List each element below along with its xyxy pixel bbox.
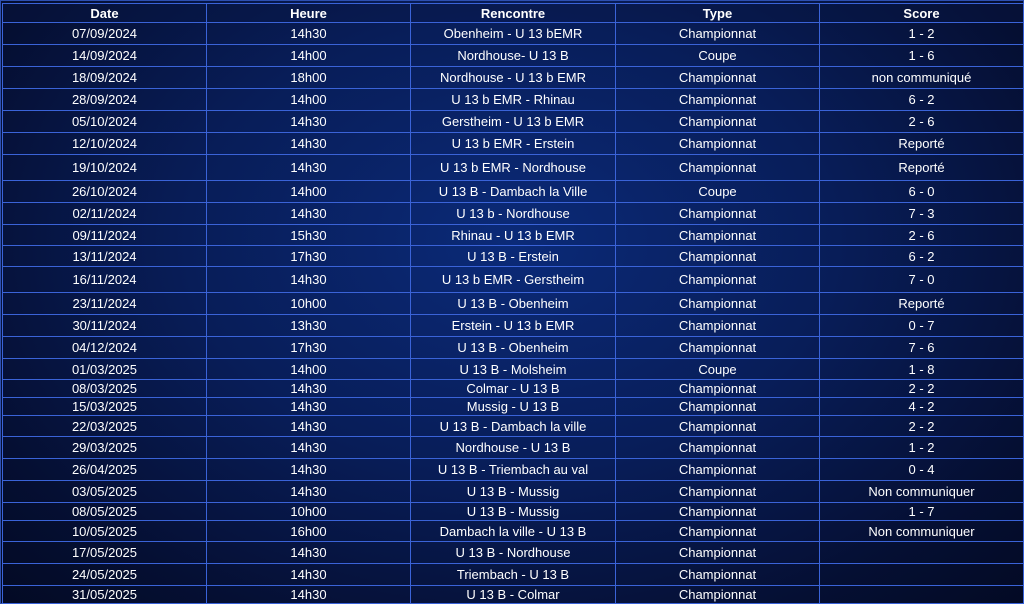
cell-type: Championnat xyxy=(616,89,820,111)
cell-type: Championnat xyxy=(616,337,820,359)
cell-type: Championnat xyxy=(616,564,820,586)
cell-date: 26/04/2025 xyxy=(3,459,207,481)
table-row xyxy=(3,437,1024,459)
cell-score: 2 - 6 xyxy=(820,225,1024,246)
cell-type: Championnat xyxy=(616,23,820,45)
table-row xyxy=(3,203,1024,225)
table-row xyxy=(3,359,1024,380)
cell-type: Championnat xyxy=(616,542,820,564)
table-row xyxy=(3,315,1024,337)
cell-date: 09/11/2024 xyxy=(3,225,207,246)
cell-rencontre: Dambach la ville - U 13 B xyxy=(411,521,616,542)
cell-score: Reporté xyxy=(820,155,1024,181)
cell-rencontre: Rhinau - U 13 b EMR xyxy=(411,225,616,246)
cell-date: 01/03/2025 xyxy=(3,359,207,380)
cell-rencontre: U 13 b EMR - Rhinau xyxy=(411,89,616,111)
cell-type: Championnat xyxy=(616,133,820,155)
cell-type: Championnat xyxy=(616,503,820,521)
cell-heure: 14h30 xyxy=(207,380,411,398)
cell-rencontre: Nordhouse - U 13 b EMR xyxy=(411,67,616,89)
table-row xyxy=(3,481,1024,503)
table-row xyxy=(3,111,1024,133)
cell-heure: 14h30 xyxy=(207,564,411,586)
cell-score: Reporté xyxy=(820,293,1024,315)
table-row xyxy=(3,89,1024,111)
cell-date: 28/09/2024 xyxy=(3,89,207,111)
cell-rencontre: Obenheim - U 13 bEMR xyxy=(411,23,616,45)
table-row xyxy=(3,133,1024,155)
cell-heure: 14h30 xyxy=(207,481,411,503)
cell-score: 7 - 3 xyxy=(820,203,1024,225)
cell-date: 15/03/2025 xyxy=(3,398,207,416)
cell-rencontre: U 13 B - Mussig xyxy=(411,481,616,503)
cell-score: 1 - 2 xyxy=(820,23,1024,45)
cell-heure: 14h30 xyxy=(207,267,411,293)
table-header-row xyxy=(3,4,1024,23)
cell-heure: 14h00 xyxy=(207,359,411,380)
cell-rencontre: Nordhouse- U 13 B xyxy=(411,45,616,67)
table-row xyxy=(3,23,1024,45)
cell-date: 19/10/2024 xyxy=(3,155,207,181)
table-row xyxy=(3,337,1024,359)
cell-date: 26/10/2024 xyxy=(3,181,207,203)
cell-heure: 14h00 xyxy=(207,45,411,67)
cell-rencontre: U 13 B - Obenheim xyxy=(411,293,616,315)
cell-score: 6 - 0 xyxy=(820,181,1024,203)
match-schedule-table xyxy=(2,3,1024,604)
cell-type: Coupe xyxy=(616,359,820,380)
cell-score: 1 - 7 xyxy=(820,503,1024,521)
cell-date: 10/05/2025 xyxy=(3,521,207,542)
table-row xyxy=(3,398,1024,416)
cell-score: 0 - 4 xyxy=(820,459,1024,481)
table-row xyxy=(3,181,1024,203)
cell-heure: 15h30 xyxy=(207,225,411,246)
cell-score: 1 - 6 xyxy=(820,45,1024,67)
cell-type: Championnat xyxy=(616,380,820,398)
cell-rencontre: U 13 B - Dambach la ville xyxy=(411,416,616,437)
table-row xyxy=(3,267,1024,293)
cell-score: 4 - 2 xyxy=(820,398,1024,416)
cell-date: 24/05/2025 xyxy=(3,564,207,586)
cell-rencontre: Erstein - U 13 b EMR xyxy=(411,315,616,337)
cell-rencontre: U 13 b EMR - Nordhouse xyxy=(411,155,616,181)
cell-heure: 14h30 xyxy=(207,416,411,437)
header-date: Date xyxy=(3,4,207,23)
cell-type: Championnat xyxy=(616,521,820,542)
cell-type: Championnat xyxy=(616,315,820,337)
cell-rencontre: U 13 b EMR - Erstein xyxy=(411,133,616,155)
table-row xyxy=(3,225,1024,246)
cell-rencontre: U 13 b - Nordhouse xyxy=(411,203,616,225)
cell-date: 02/11/2024 xyxy=(3,203,207,225)
cell-type: Championnat xyxy=(616,203,820,225)
cell-score: 1 - 2 xyxy=(820,437,1024,459)
header-rencontre: Rencontre xyxy=(411,4,616,23)
table-row xyxy=(3,293,1024,315)
cell-type: Championnat xyxy=(616,111,820,133)
table-body xyxy=(3,23,1024,604)
cell-rencontre: Gerstheim - U 13 b EMR xyxy=(411,111,616,133)
table-row xyxy=(3,564,1024,586)
cell-type: Championnat xyxy=(616,293,820,315)
cell-rencontre: U 13 B - Molsheim xyxy=(411,359,616,380)
cell-score: 7 - 6 xyxy=(820,337,1024,359)
header-type: Type xyxy=(616,4,820,23)
cell-heure: 14h30 xyxy=(207,398,411,416)
cell-heure: 14h00 xyxy=(207,89,411,111)
header-heure: Heure xyxy=(207,4,411,23)
table-row xyxy=(3,155,1024,181)
cell-type: Championnat xyxy=(616,246,820,267)
cell-type: Championnat xyxy=(616,459,820,481)
table-row xyxy=(3,521,1024,542)
cell-type: Championnat xyxy=(616,416,820,437)
cell-date: 16/11/2024 xyxy=(3,267,207,293)
cell-score: Reporté xyxy=(820,133,1024,155)
cell-type: Championnat xyxy=(616,586,820,604)
cell-score: 7 - 0 xyxy=(820,267,1024,293)
cell-rencontre: U 13 B - Mussig xyxy=(411,503,616,521)
cell-rencontre: U 13 B - Erstein xyxy=(411,246,616,267)
cell-date: 08/05/2025 xyxy=(3,503,207,521)
table-row xyxy=(3,459,1024,481)
cell-score: Non communiquer xyxy=(820,521,1024,542)
cell-heure: 13h30 xyxy=(207,315,411,337)
cell-rencontre: U 13 B - Triembach au val xyxy=(411,459,616,481)
cell-rencontre: U 13 B - Dambach la Ville xyxy=(411,181,616,203)
cell-score: Non communiquer xyxy=(820,481,1024,503)
table-row xyxy=(3,67,1024,89)
cell-type: Championnat xyxy=(616,437,820,459)
cell-heure: 14h30 xyxy=(207,586,411,604)
cell-score xyxy=(820,586,1024,604)
cell-heure: 14h30 xyxy=(207,111,411,133)
cell-date: 13/11/2024 xyxy=(3,246,207,267)
cell-heure: 10h00 xyxy=(207,293,411,315)
cell-heure: 14h30 xyxy=(207,459,411,481)
cell-rencontre: U 13 b EMR - Gerstheim xyxy=(411,267,616,293)
cell-date: 23/11/2024 xyxy=(3,293,207,315)
cell-heure: 18h00 xyxy=(207,67,411,89)
cell-rencontre: Nordhouse - U 13 B xyxy=(411,437,616,459)
cell-rencontre: Triembach - U 13 B xyxy=(411,564,616,586)
table-row xyxy=(3,246,1024,267)
cell-score: 1 - 8 xyxy=(820,359,1024,380)
cell-type: Championnat xyxy=(616,267,820,293)
cell-rencontre: Colmar - U 13 B xyxy=(411,380,616,398)
cell-date: 29/03/2025 xyxy=(3,437,207,459)
cell-date: 31/05/2025 xyxy=(3,586,207,604)
cell-date: 30/11/2024 xyxy=(3,315,207,337)
table-row xyxy=(3,45,1024,67)
cell-date: 17/05/2025 xyxy=(3,542,207,564)
cell-date: 05/10/2024 xyxy=(3,111,207,133)
cell-date: 12/10/2024 xyxy=(3,133,207,155)
cell-type: Coupe xyxy=(616,181,820,203)
cell-heure: 10h00 xyxy=(207,503,411,521)
cell-heure: 14h30 xyxy=(207,133,411,155)
cell-heure: 17h30 xyxy=(207,337,411,359)
table-row xyxy=(3,380,1024,398)
cell-date: 03/05/2025 xyxy=(3,481,207,503)
cell-type: Championnat xyxy=(616,67,820,89)
cell-score: 6 - 2 xyxy=(820,246,1024,267)
header-score: Score xyxy=(820,4,1024,23)
cell-heure: 14h30 xyxy=(207,203,411,225)
cell-heure: 14h00 xyxy=(207,181,411,203)
cell-score xyxy=(820,564,1024,586)
cell-score: 0 - 7 xyxy=(820,315,1024,337)
cell-rencontre: U 13 B - Colmar xyxy=(411,586,616,604)
cell-heure: 14h30 xyxy=(207,155,411,181)
cell-score: 2 - 2 xyxy=(820,416,1024,437)
cell-rencontre: Mussig - U 13 B xyxy=(411,398,616,416)
cell-heure: 17h30 xyxy=(207,246,411,267)
cell-rencontre: U 13 B - Obenheim xyxy=(411,337,616,359)
cell-type: Championnat xyxy=(616,155,820,181)
cell-type: Championnat xyxy=(616,398,820,416)
cell-date: 07/09/2024 xyxy=(3,23,207,45)
cell-score: 2 - 6 xyxy=(820,111,1024,133)
cell-type: Coupe xyxy=(616,45,820,67)
cell-date: 18/09/2024 xyxy=(3,67,207,89)
cell-score: 2 - 2 xyxy=(820,380,1024,398)
table-row xyxy=(3,586,1024,604)
cell-date: 22/03/2025 xyxy=(3,416,207,437)
cell-heure: 14h30 xyxy=(207,542,411,564)
cell-heure: 16h00 xyxy=(207,521,411,542)
cell-score xyxy=(820,542,1024,564)
cell-score: 6 - 2 xyxy=(820,89,1024,111)
cell-date: 14/09/2024 xyxy=(3,45,207,67)
cell-date: 04/12/2024 xyxy=(3,337,207,359)
table-row xyxy=(3,542,1024,564)
cell-rencontre: U 13 B - Nordhouse xyxy=(411,542,616,564)
cell-score: non communiqué xyxy=(820,67,1024,89)
table-row xyxy=(3,503,1024,521)
table-row xyxy=(3,416,1024,437)
cell-type: Championnat xyxy=(616,225,820,246)
cell-heure: 14h30 xyxy=(207,437,411,459)
cell-type: Championnat xyxy=(616,481,820,503)
cell-date: 08/03/2025 xyxy=(3,380,207,398)
cell-heure: 14h30 xyxy=(207,23,411,45)
